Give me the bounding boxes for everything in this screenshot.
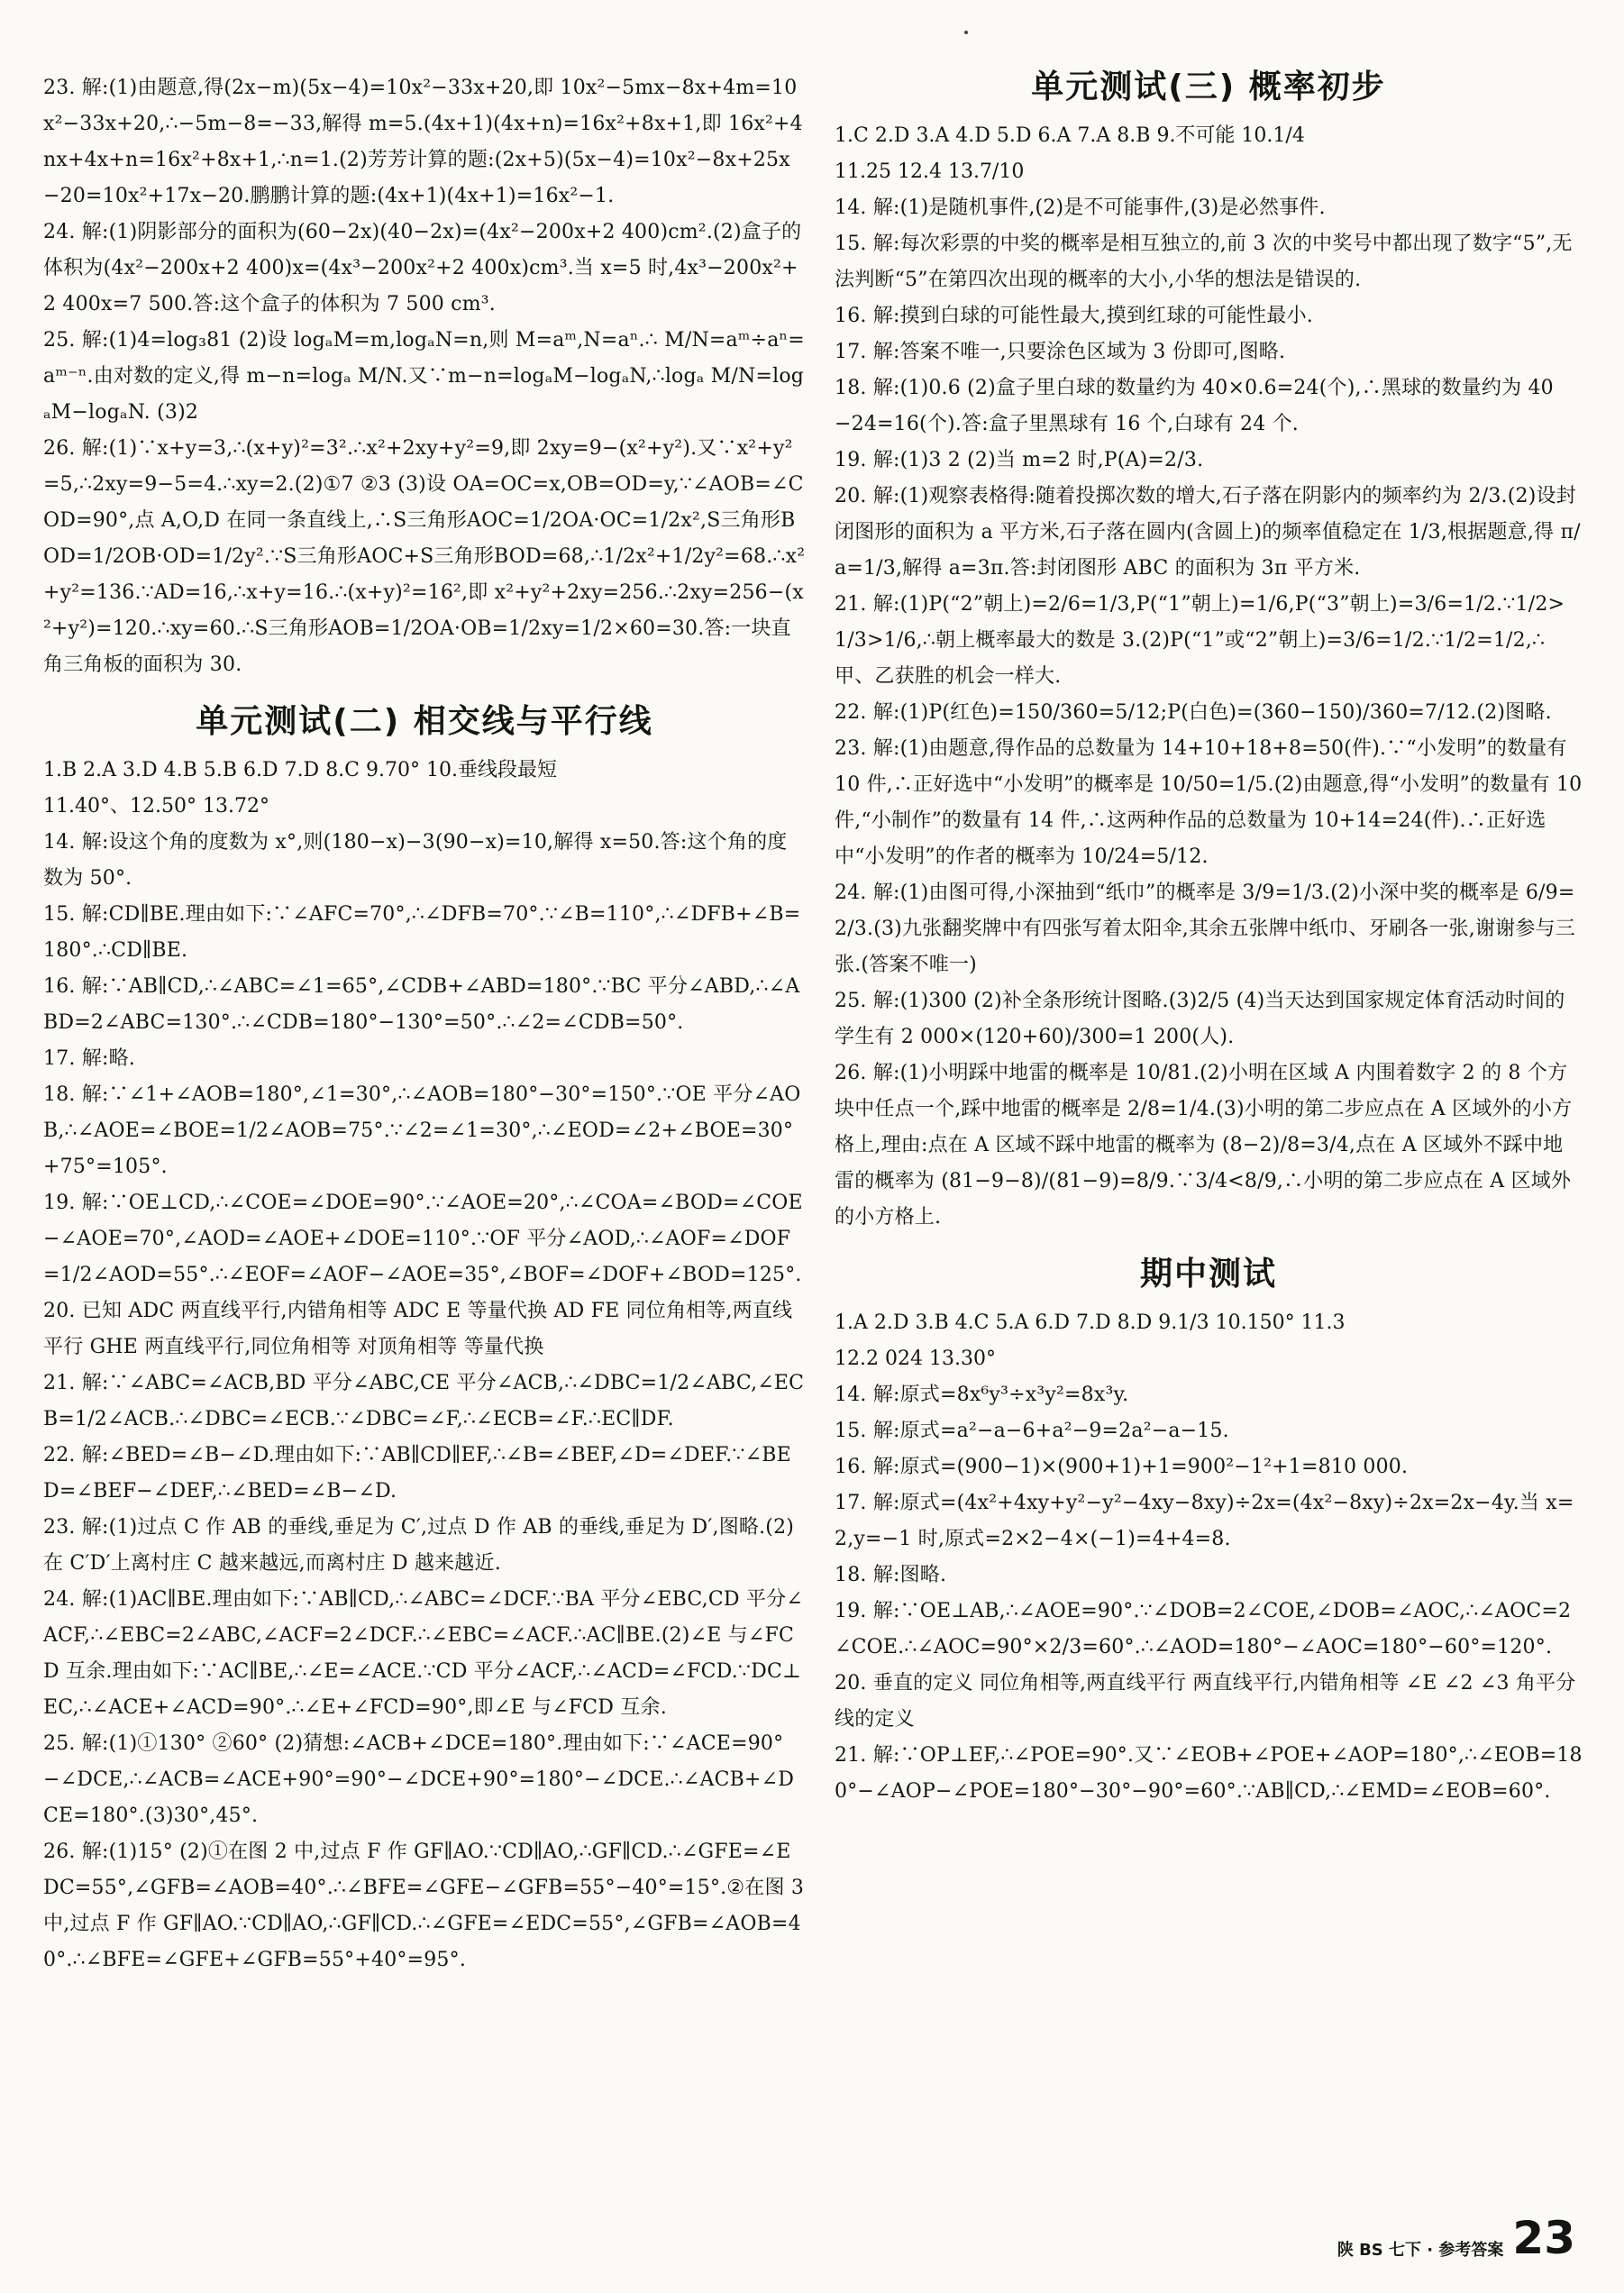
solution-item: 16. 解:摸到白球的可能性最大,摸到红球的可能性最小.: [835, 305, 1313, 327]
solution-item: 15. 解:CD∥BE.理由如下:∵∠AFC=70°,∴∠DFB=70°.∵∠B=110°,∴∠DFB+∠B=180°.∴CD∥BE.: [43, 903, 801, 962]
solution-item: 18. 解:图略.: [835, 1564, 947, 1586]
solution-item: 23. 解:(1)过点 C 作 AB 的垂线,垂足为 C′,过点 D 作 AB 的垂线,垂足为 D′,图略.(2)在 C′D′上离村庄 C 越来越远,而离村庄 D 越来越近.: [43, 1516, 795, 1575]
solution-item: 14. 解:设这个角的度数为 x°,则(180−x)−3(90−x)=10,解得 x=50.答:这个角的度数为 50°.: [43, 831, 788, 890]
solution-item: 21. 解:∵OP⊥EF,∴∠POE=90°.又∵∠EOB+∠POE+∠AOP=180°,∴∠EOB=180°−∠AOP−∠POE=180°−30°−90°=60°.∵AB∥CD,∴∠EMD=∠EOB=60°.: [835, 1744, 1583, 1803]
solution-item: 16. 解:原式=(900−1)×(900+1)+1=900²−1²+1=810 000.: [835, 1456, 1409, 1478]
answer-row: 11.40°、12.50° 13.72°: [43, 795, 269, 818]
left-column: [43, 70, 806, 1978]
solution-item: 19. 解:∵OE⊥CD,∴∠COE=∠DOE=90°.∵∠AOE=20°,∴∠COA=∠BOD=∠COE−∠AOE=70°,∠AOD=∠AOE+∠DOE=110°.∵OF 平分∠AOD,∴∠AOF=∠DOF=1/2∠AOD=55°.∴∠EOF=∠AOF−∠AOE=35°,∠BOF=∠DOF+∠BOD=125°.: [43, 1192, 803, 1286]
solution-item: 24. 解:(1)AC∥BE.理由如下:∵AB∥CD,∴∠ABC=∠DCF.∵BA 平分∠EBC,CD 平分∠ACF,∴∠EBC=2∠ABC,∠ACF=2∠DCF.∴∠EBC=∠ACF.∴AC∥BE.(2)∠E 与∠FCD 互余.理由如下:∵AC∥BE,∴∠E=∠ACE.∵CD 平分∠ACF,∴∠ACD=∠FCD.∵DC⊥EC,∴∠ACE+∠ACD=90°.∴∠E+∠FCD=90°,即∠E 与∠FCD 互余.: [43, 1588, 803, 1719]
solution-item: 18. 解:(1)0.6 (2)盒子里白球的数量约为 40×0.6=24(个),∴黑球的数量约为 40−24=16(个).答:盒子里黑球有 16 个,白球有 24 个.: [835, 377, 1554, 435]
solution-item: 25. 解:(1)①130° ②60° (2)猜想:∠ACB+∠DCE=180°.理由如下:∵∠ACE=90°−∠DCE,∴∠ACB=∠ACE+90°=90°−∠DCE+90°=180°−∠DCE.∴∠ACB+∠DCE=180°.(3)30°,45°.: [43, 1732, 795, 1827]
solution-item: 17. 解:原式=(4x²+4xy+y²−y²−4xy−8xy)÷2x=(4x²−8xy)÷2x=2x−4y.当 x=2,y=−1 时,原式=2×2−4×(−1)=4+4=8.: [835, 1492, 1574, 1550]
solution-item: 18. 解:∵∠1+∠AOB=180°,∠1=30°,∴∠AOB=180°−30°=150°.∵OE 平分∠AOB,∴∠AOE=∠BOE=1/2∠AOB=75°.∵∠2=∠1=30°,∴∠EOD=∠2+∠BOE=30°+75°=105°.: [43, 1083, 801, 1178]
answer-row: 1.C 2.D 3.A 4.D 5.D 6.A 7.A 8.B 9.不可能 10.1/4: [835, 124, 1305, 147]
solution-item: 21. 解:(1)P(“2”朝上)=2/6=1/3,P(“1”朝上)=1/6,P(“3”朝上)=3/6=1/2.∵1/2>1/3>1/6,∴朝上概率最大的数是 3.(2)P(“1”或“2”朝上)=3/6=1/2.∵1/2=1/2,∴甲、乙获胜的机会一样大.: [835, 593, 1565, 688]
section-heading: 期中测试: [1139, 1256, 1277, 1293]
solution-item: 24. 解:(1)阴影部分的面积为(60−2x)(40−2x)=(4x²−200x+2 400)cm².(2)盒子的体积为(4x²−200x+2 400)x=(4x³−200x²+2 400x)cm³.当 x=5 时,4x³−200x²+2 400x=7 500.答:这个盒子的体积为 7 500 cm³.: [43, 221, 802, 315]
solution-item: 19. 解:∵OE⊥AB,∴∠AOE=90°.∵∠DOB=2∠COE,∠DOB=∠AOC,∴∠AOC=2∠COE.∴∠AOC=90°×2/3=60°.∴∠AOD=180°−∠AOC=180°−60°=120°.: [835, 1600, 1572, 1658]
footer-label: 陕 BS 七下 · 参考答案: [1337, 2241, 1504, 2260]
solution-item: 23. 解:(1)由题意,得(2x−m)(5x−4)=10x²−33x+20,即 10x²−5mx−8x+4m=10x²−33x+20,∴−5m−8=−33,解得 m=5.(4x+1)(4x+n)=16x²+8x+1,即 16x²+4nx+4x+n=16x²+8x+1,∴n=1.(2)芳芳计算的题:(2x+5)(5x−4)=10x²−8x+25x−20=10x²+17x−20.鹏鹏计算的题:(4x+1)(4x+1)=16x²−1.: [43, 77, 803, 207]
solution-item: 20. 已知 ADC 两直线平行,内错角相等 ADC E 等量代换 AD FE 同位角相等,两直线平行 GHE 两直线平行,同位角相等 对顶角相等 等量代换: [43, 1300, 793, 1358]
section-heading: 单元测试(三) 概率初步: [1031, 69, 1386, 105]
solution-item: 17. 解:答案不唯一,只要涂色区域为 3 份即可,图略.: [835, 341, 1286, 363]
solution-item: 17. 解:略.: [43, 1047, 135, 1070]
answer-row: 1.A 2.D 3.B 4.C 5.A 6.D 7.D 8.D 9.1/3 10.150° 11.3: [835, 1311, 1346, 1334]
solution-item: 26. 解:(1)小明踩中地雷的概率是 10/81.(2)小明在区域 A 内围着数字 2 的 8 个方块中任点一个,踩中地雷的概率是 2/8=1/4.(3)小明的第二步应点在 A 区域外的小方格上,理由:点在 A 区域不踩中地雷的概率为 (8−2)/8=3/4,点在 A 区域外不踩中地雷的概率为 (81−9−8)/(81−9)=8/9.∵3/4<8/9,∴小明的第二步应点在 A 区域外的小方格上.: [835, 1062, 1573, 1229]
solution-item: 14. 解:(1)是随机事件,(2)是不可能事件,(3)是必然事件.: [835, 196, 1326, 219]
solution-item: 20. 解:(1)观察表格得:随着投掷次数的增大,石子落在阴影内的频率约为 2/3.(2)设封闭图形的面积为 a 平方米,石子落在圆内(含圆上)的频率值稳定在 1/3,根据题意,得 π/a=1/3,解得 a=3π.答:封闭图形 ABC 的面积为 3π 平方米.: [835, 485, 1581, 580]
solution-item: 15. 解:原式=a²−a−6+a²−9=2a²−a−15.: [835, 1420, 1229, 1442]
page-footer: [1337, 2212, 1575, 2264]
solution-item: 20. 垂直的定义 同位角相等,两直线平行 两直线平行,内错角相等 ∠E ∠2 ∠3 角平分线的定义: [835, 1672, 1576, 1731]
solution-item: 26. 解:(1)15° (2)①在图 2 中,过点 F 作 GF∥AO.∵CD∥AO,∴GF∥CD.∴∠GFE=∠EDC=55°,∠GFB=∠AOB=40°.∴∠BFE=∠GFE−∠GFB=55°−40°=15°.②在图 3 中,过点 F 作 GF∥AO.∵CD∥AO,∴GF∥CD.∴∠GFE=∠EDC=55°,∠GFB=∠AOB=40°.∴∠BFE=∠GFE+∠GFB=55°+40°=95°.: [43, 1841, 805, 1971]
stray-dot: [964, 31, 968, 34]
solution-item: 14. 解:原式=8x⁶y³÷x³y²=8x³y.: [835, 1384, 1129, 1406]
solution-item: 25. 解:(1)300 (2)补全条形统计图略.(3)2/5 (4)当天达到国家规定体育活动时间的学生有 2 000×(120+60)/300=1 200(人).: [835, 990, 1565, 1048]
right-column: [835, 70, 1583, 1810]
solution-item: 16. 解:∵AB∥CD,∴∠ABC=∠1=65°,∠CDB+∠ABD=180°.∵BC 平分∠ABD,∴∠ABD=2∠ABC=130°.∴∠CDB=180°−130°=50°.∴∠2=∠CDB=50°.: [43, 975, 800, 1034]
solution-item: 23. 解:(1)由题意,得作品的总数量为 14+10+18+8=50(件).∵“小发明”的数量有 10 件,∴正好选中“小发明”的概率是 10/50=1/5.(2)由题意,得“小发明”的数量有 10 件,“小制作”的数量有 14 件,∴这两种作品的总数量为 10+14=24(件).∴正好选中“小发明”的作者的概率为 10/24=5/12.: [835, 737, 1583, 868]
answer-row: 1.B 2.A 3.D 4.B 5.B 6.D 7.D 8.C 9.70° 10.垂线段最短: [43, 759, 557, 781]
section-heading: 单元测试(二) 相交线与平行线: [196, 703, 653, 740]
solution-item: 26. 解:(1)∵x+y=3,∴(x+y)²=3².∴x²+2xy+y²=9,即 2xy=9−(x²+y²).又∵x²+y²=5,∴2xy=9−5=4.∴xy=2.(2)①7 ②3 (3)设 OA=OC=x,OB=OD=y,∵∠AOB=∠COD=90°,点 A,O,D 在同一条直线上,∴S三角形AOC=1/2OA·OC=1/2x²,S三角形BOD=1/2OB·OD=1/2y².∵S三角形AOC+S三角形BOD=68,∴1/2x²+1/2y²=68.∴x²+y²=136.∵AD=16,∴x+y=16.∴(x+y)²=16²,即 x²+y²+2xy=256.∴2xy=256−(x²+y²)=120.∴xy=60.∴S三角形AOB=1/2OA·OB=1/2xy=1/2×60=30.答:一块直角三角板的面积为 30.: [43, 437, 806, 676]
solution-item: 22. 解:∠BED=∠B−∠D.理由如下:∵AB∥CD∥EF,∴∠B=∠BEF,∠D=∠DEF.∵∠BED=∠BEF−∠DEF,∴∠BED=∠B−∠D.: [43, 1444, 791, 1503]
solution-item: 19. 解:(1)3 2 (2)当 m=2 时,P(A)=2/3.: [835, 449, 1204, 471]
solution-item: 25. 解:(1)4=log₃81 (2)设 logₐM=m,logₐN=n,则 M=aᵐ,N=aⁿ.∴ M/N=aᵐ÷aⁿ=aᵐ⁻ⁿ.由对数的定义,得 m−n=logₐ M/N.又∵m−n=logₐM−logₐN,∴logₐ M/N=logₐM−logₐN. (3)2: [43, 329, 805, 424]
answer-row: 12.2 024 13.30°: [835, 1347, 996, 1370]
solution-item: 22. 解:(1)P(红色)=150/360=5/12;P(白色)=(360−150)/360=7/12.(2)图略.: [835, 701, 1552, 724]
solution-item: 21. 解:∵∠ABC=∠ACB,BD 平分∠ABC,CE 平分∠ACB,∴∠DBC=1/2∠ABC,∠ECB=1/2∠ACB.∴∠DBC=∠ECB.∵∠DBC=∠F,∴∠ECB=∠F.∴EC∥DF.: [43, 1372, 805, 1430]
page-number: 23: [1512, 2212, 1575, 2264]
solution-item: 24. 解:(1)由图可得,小深抽到“纸巾”的概率是 3/9=1/3.(2)小深中奖的概率是 6/9=2/3.(3)九张翻奖牌中有四张写着太阳伞,其余五张牌中纸巾、牙刷各一张,谢谢参与三张.(答案不唯一): [835, 882, 1575, 976]
solution-item: 15. 解:每次彩票的中奖的概率是相互独立的,前 3 次的中奖号中都出现了数字“5”,无法判断“5”在第四次出现的概率的大小,小华的想法是错误的.: [835, 233, 1573, 291]
answer-row: 11.25 12.4 13.7/10: [835, 160, 1025, 183]
